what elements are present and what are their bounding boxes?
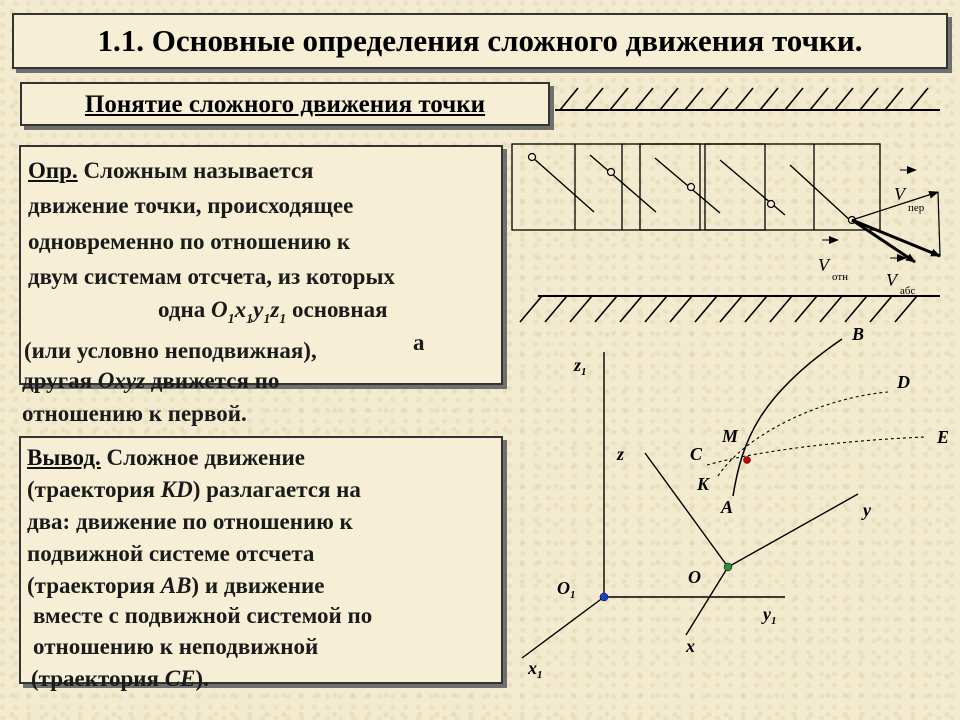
- conclusion-line-8: (траектория CE).: [31, 666, 209, 691]
- axis-x1: [522, 597, 604, 658]
- top-wall-hatching: [560, 88, 928, 110]
- trajectory-CE: [707, 437, 926, 465]
- definition-line-4: двум системам отсчета, из которых: [28, 264, 395, 289]
- label-z1: $z_1$: [574, 355, 587, 378]
- v-abs-letter: V: [886, 270, 897, 290]
- v-per-subscript: пер: [908, 202, 925, 214]
- section-subtitle: Понятие сложного движения точки: [84, 91, 486, 118]
- definition-line-2: движение точки, происходящее: [28, 193, 354, 218]
- label-C: C: [690, 444, 703, 464]
- conclusion-line-5: (траектория AB) и движение: [27, 573, 325, 598]
- point-O1: [600, 593, 608, 601]
- definition-line-6: (или условно неподвижная),: [24, 338, 317, 363]
- label-D: D: [897, 372, 910, 392]
- definition-line-7: другая Oxyz движется по: [22, 368, 280, 393]
- axis-y: [728, 494, 858, 567]
- moving-frames: [512, 144, 880, 230]
- axes-diagram: [522, 324, 949, 681]
- v-otn-subscript: отн: [832, 271, 849, 283]
- label-K: K: [697, 474, 710, 494]
- axis-z: [645, 453, 728, 567]
- trajectory-KD: [718, 392, 888, 476]
- label-O1: $O_1$: [557, 578, 576, 601]
- velocity-diagram: [512, 88, 940, 322]
- slide-title: 1.1. Основные определения сложного движения точки.: [97, 23, 863, 58]
- definition-a-word: а: [413, 330, 425, 355]
- parallelogram-side: [938, 192, 940, 256]
- conclusion-label: Вывод.: [27, 445, 101, 470]
- point-M: [744, 457, 751, 464]
- label-x: x: [686, 636, 695, 656]
- label-M: M: [722, 426, 739, 446]
- definition-line-1: Опр. Сложным называется: [28, 158, 314, 183]
- label-O: O: [688, 567, 701, 587]
- label-x1: $x_1$: [528, 658, 543, 681]
- definition-line-8: отношению к первой.: [22, 401, 247, 426]
- relative-points: [529, 154, 856, 224]
- v-per-letter: V: [894, 184, 905, 204]
- v-abs-subscript: абс: [900, 285, 916, 297]
- label-z: z: [617, 444, 625, 464]
- definition-label: Опр.: [28, 158, 78, 183]
- definition-line-5: одна $O_1x_1y_1z_1$ основная: [158, 297, 388, 327]
- point-O: [724, 563, 732, 571]
- conclusion-line-4: подвижной системе отсчета: [27, 541, 315, 566]
- conclusion-line-3: два: движение по отношению к: [27, 509, 353, 534]
- label-y1: $y_1$: [763, 604, 777, 627]
- definition-line-3: одновременно по отношению к: [28, 229, 351, 254]
- bottom-wall-hatching: [520, 296, 917, 322]
- trajectory-AB: [733, 339, 842, 496]
- v-otn-letter: V: [818, 255, 829, 275]
- label-B: B: [852, 324, 865, 344]
- label-A: A: [721, 497, 734, 517]
- conclusion-line-1: Вывод. Сложное движение: [27, 445, 305, 470]
- conclusion-line-6: вместе с подвижной системой по: [33, 603, 373, 628]
- conclusion-line-2: (траектория KD) разлагается на: [27, 477, 361, 502]
- conclusion-line-7: отношению к неподвижной: [33, 634, 319, 659]
- label-y: y: [863, 500, 871, 520]
- label-E: E: [937, 427, 950, 447]
